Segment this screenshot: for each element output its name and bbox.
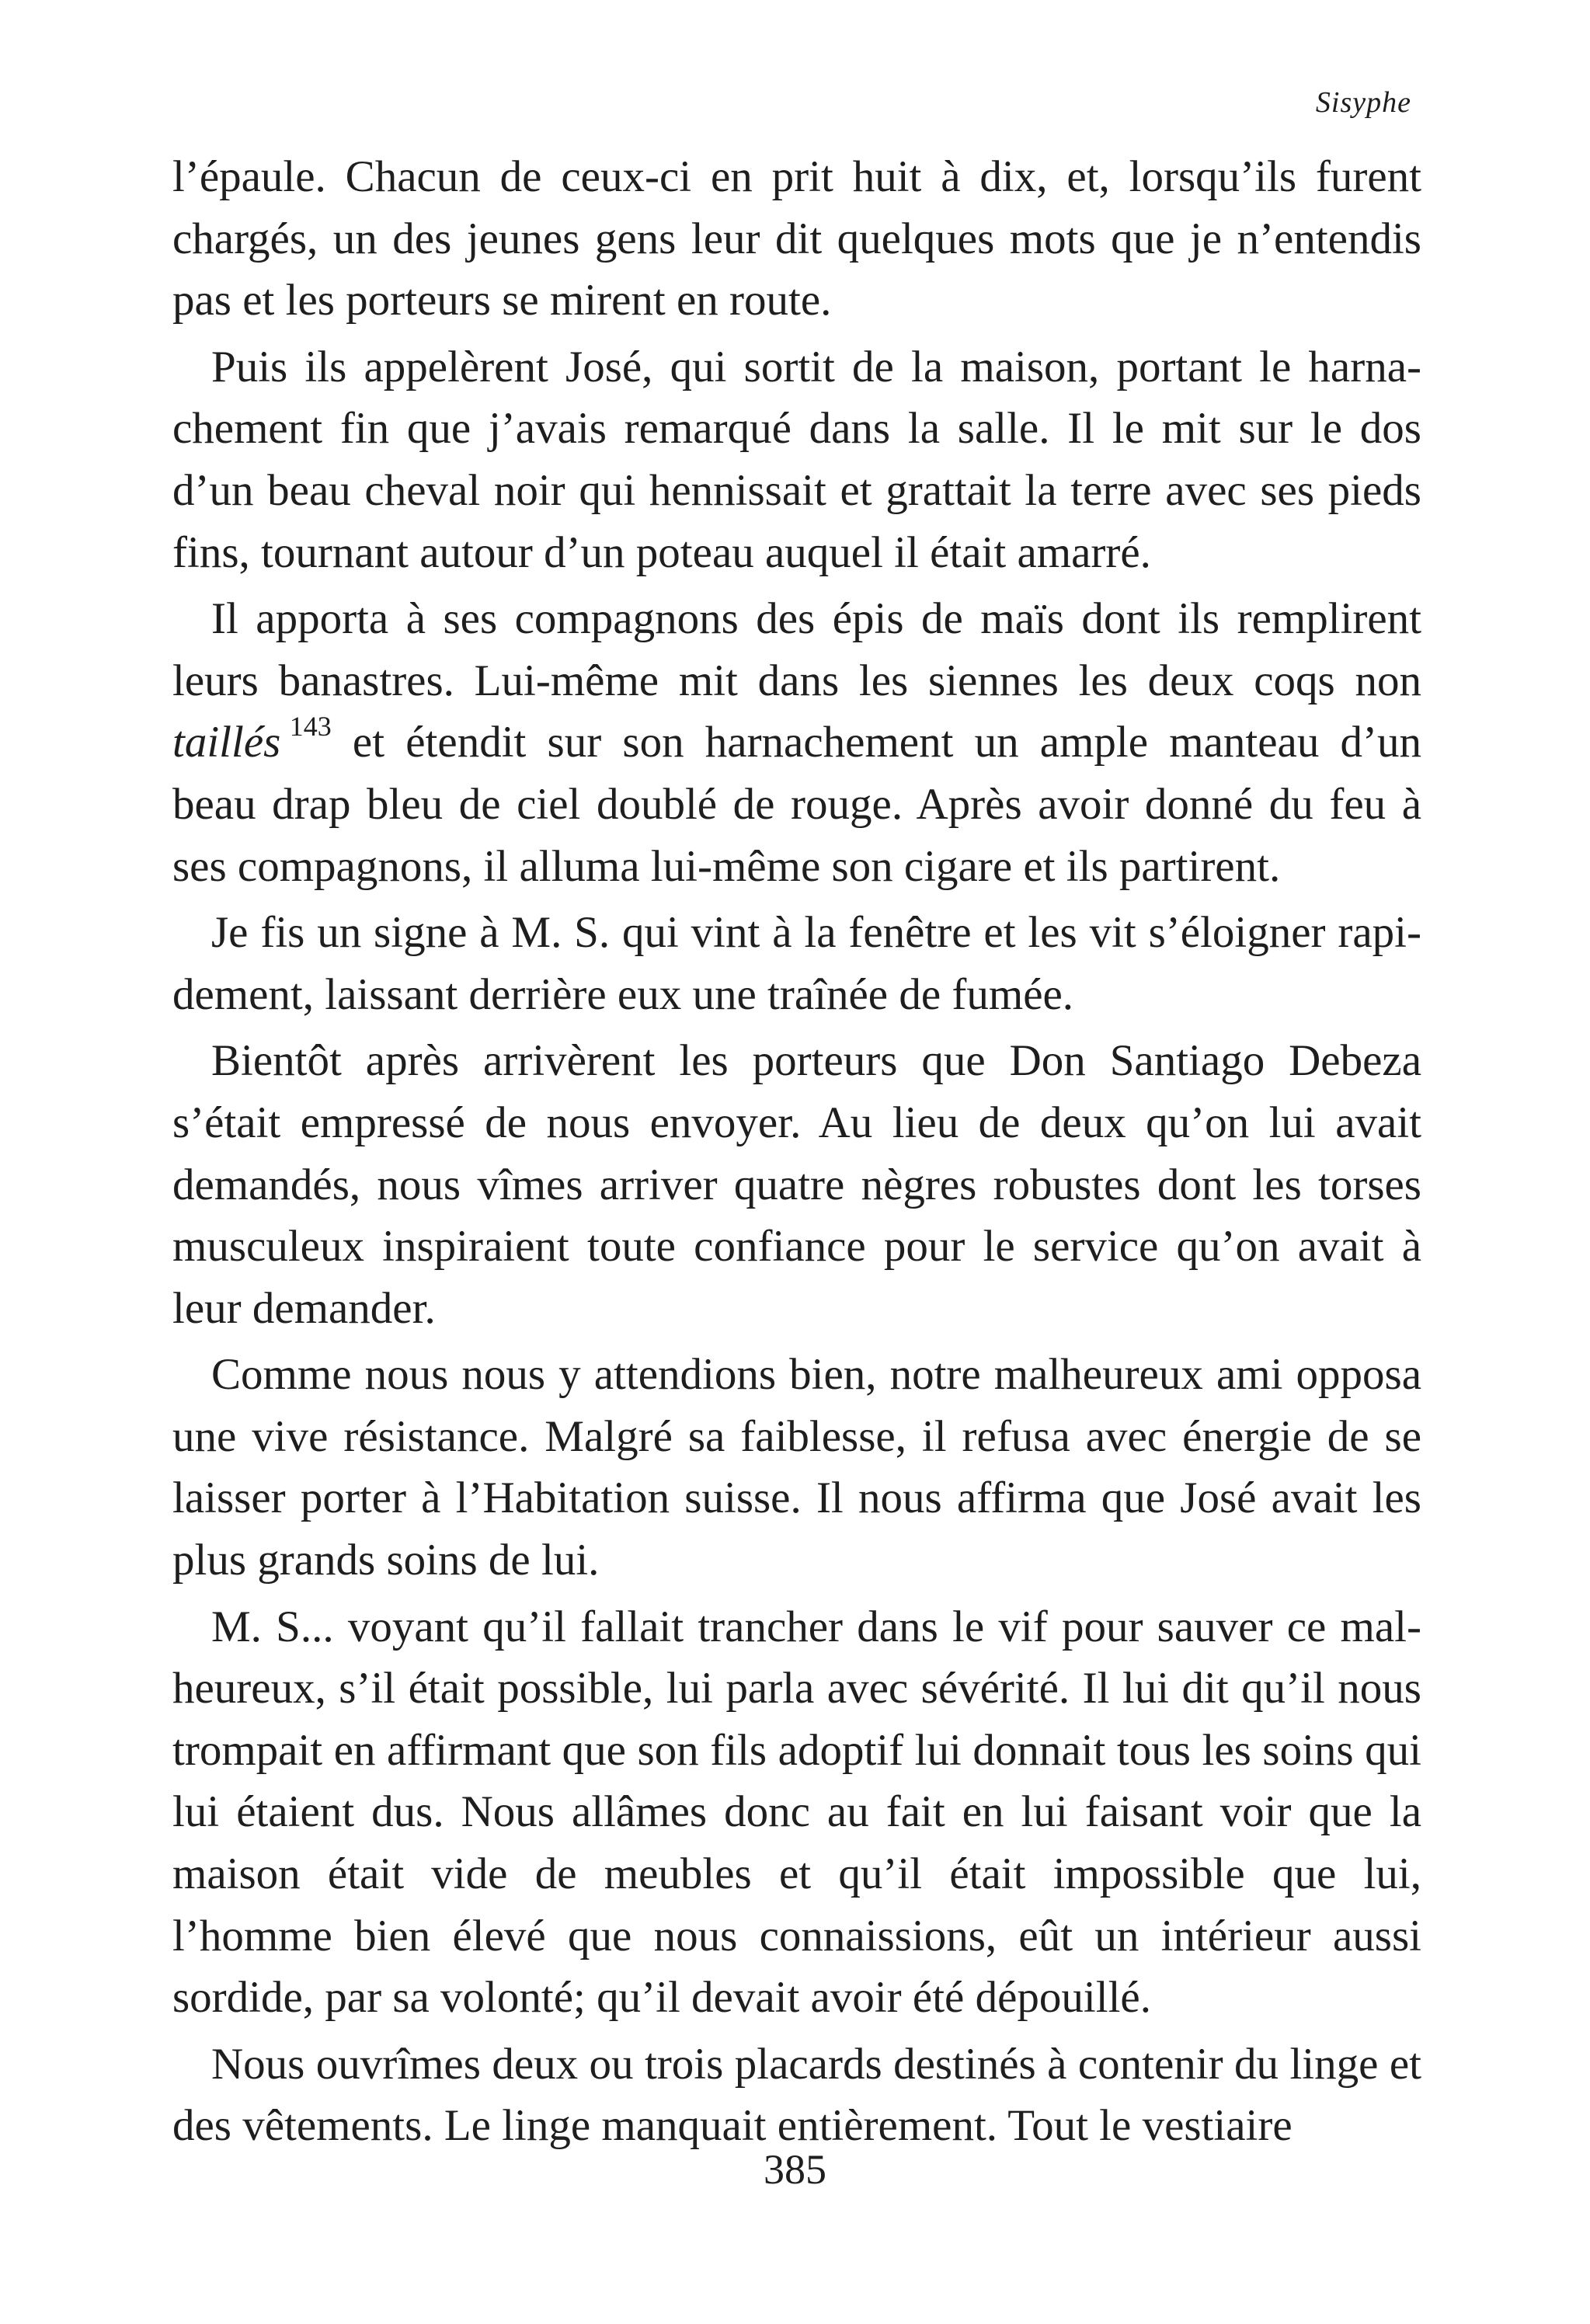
body-text bbox=[172, 146, 1421, 2157]
italic-word-tailles: taillés bbox=[172, 718, 281, 767]
paragraph-1: l’épaule. Chacun de ceux-ci en prit huit à dix, et, lorsqu’ils furent chargés, un des jeunes gens leur dit quelques mots que je n’entendis pas et les porteurs se mirent en route. bbox=[172, 152, 1421, 325]
running-head: Sisyphe bbox=[1315, 86, 1411, 119]
footnote-reference: 143 bbox=[289, 711, 332, 743]
paragraph-3 bbox=[172, 588, 1421, 897]
paragraph-4: Je fis un signe à M. S. qui vint à la fenêtre et les vit s’éloigner rapidement, laissant derrière eux une traînée de fumée. bbox=[172, 908, 1421, 1019]
paragraph-5: Bientôt après arrivèrent les porteurs que Don Santiago Debeza s’était empressé de nous envoyer. Au lieu de deux qu’on lui avait demandés, nous vîmes arriver quatre nègres robustes dont les torses musculeux inspiraient toute confiance pour le service qu’on avait à leur demander. bbox=[172, 1036, 1421, 1333]
paragraph-8: Nous ouvrîmes deux ou trois placards destinés à contenir du linge et des vêtements. Le linge manquait entièrement. Tout le vestiaire bbox=[172, 2039, 1421, 2151]
paragraph-7: M. S... voyant qu’il fallait trancher dans le vif pour sauver ce malheureux, s’il était possible, lui parla avec sévérité. Il lui dit qu’il nous trompait en affirmant que son fils adoptif lui donnait tous les soins qui lui étaient dus. Nous allâmes donc au fait en lui faisant voir que la maison était vide de meubles et qu’il était impossible que lui, l’homme bien élevé que nous connaissions, eût un intérieur aussi sordide, par sa volonté; qu’il devait avoir été dépouillé. bbox=[172, 1602, 1421, 2023]
paragraph-3-text-start: Il apporta à ses compagnons des épis de maïs dont ils remplirent leurs banastres. Lui-même mit dans les siennes les deux coqs non bbox=[172, 594, 1421, 705]
paragraph-6: Comme nous nous y attendions bien, notre malheureux ami opposa une vive résistance. Malgré sa faiblesse, il refusa avec énergie de se laisser porter à l’Habitation suisse. Il nous affirma que José avait les plus grands soins de lui. bbox=[172, 1350, 1421, 1585]
paragraph-3-text-end: et étendit sur son harnachement un ample manteau d’un beau drap bleu de ciel doublé de rouge. Après avoir donné du feu à ses compagnons, il alluma lui-même son cigare et ils partirent. bbox=[172, 718, 1421, 891]
paragraph-2: Puis ils appelèrent José, qui sortit de la maison, portant le harnachement fin que j’avais remarqué dans la salle. Il le mit sur le dos d’un beau cheval noir qui hennissait et grattait la terre avec ses pieds fins, tournant autour d’un poteau auquel il était amarré. bbox=[172, 342, 1421, 577]
page-number: 385 bbox=[764, 2146, 826, 2193]
